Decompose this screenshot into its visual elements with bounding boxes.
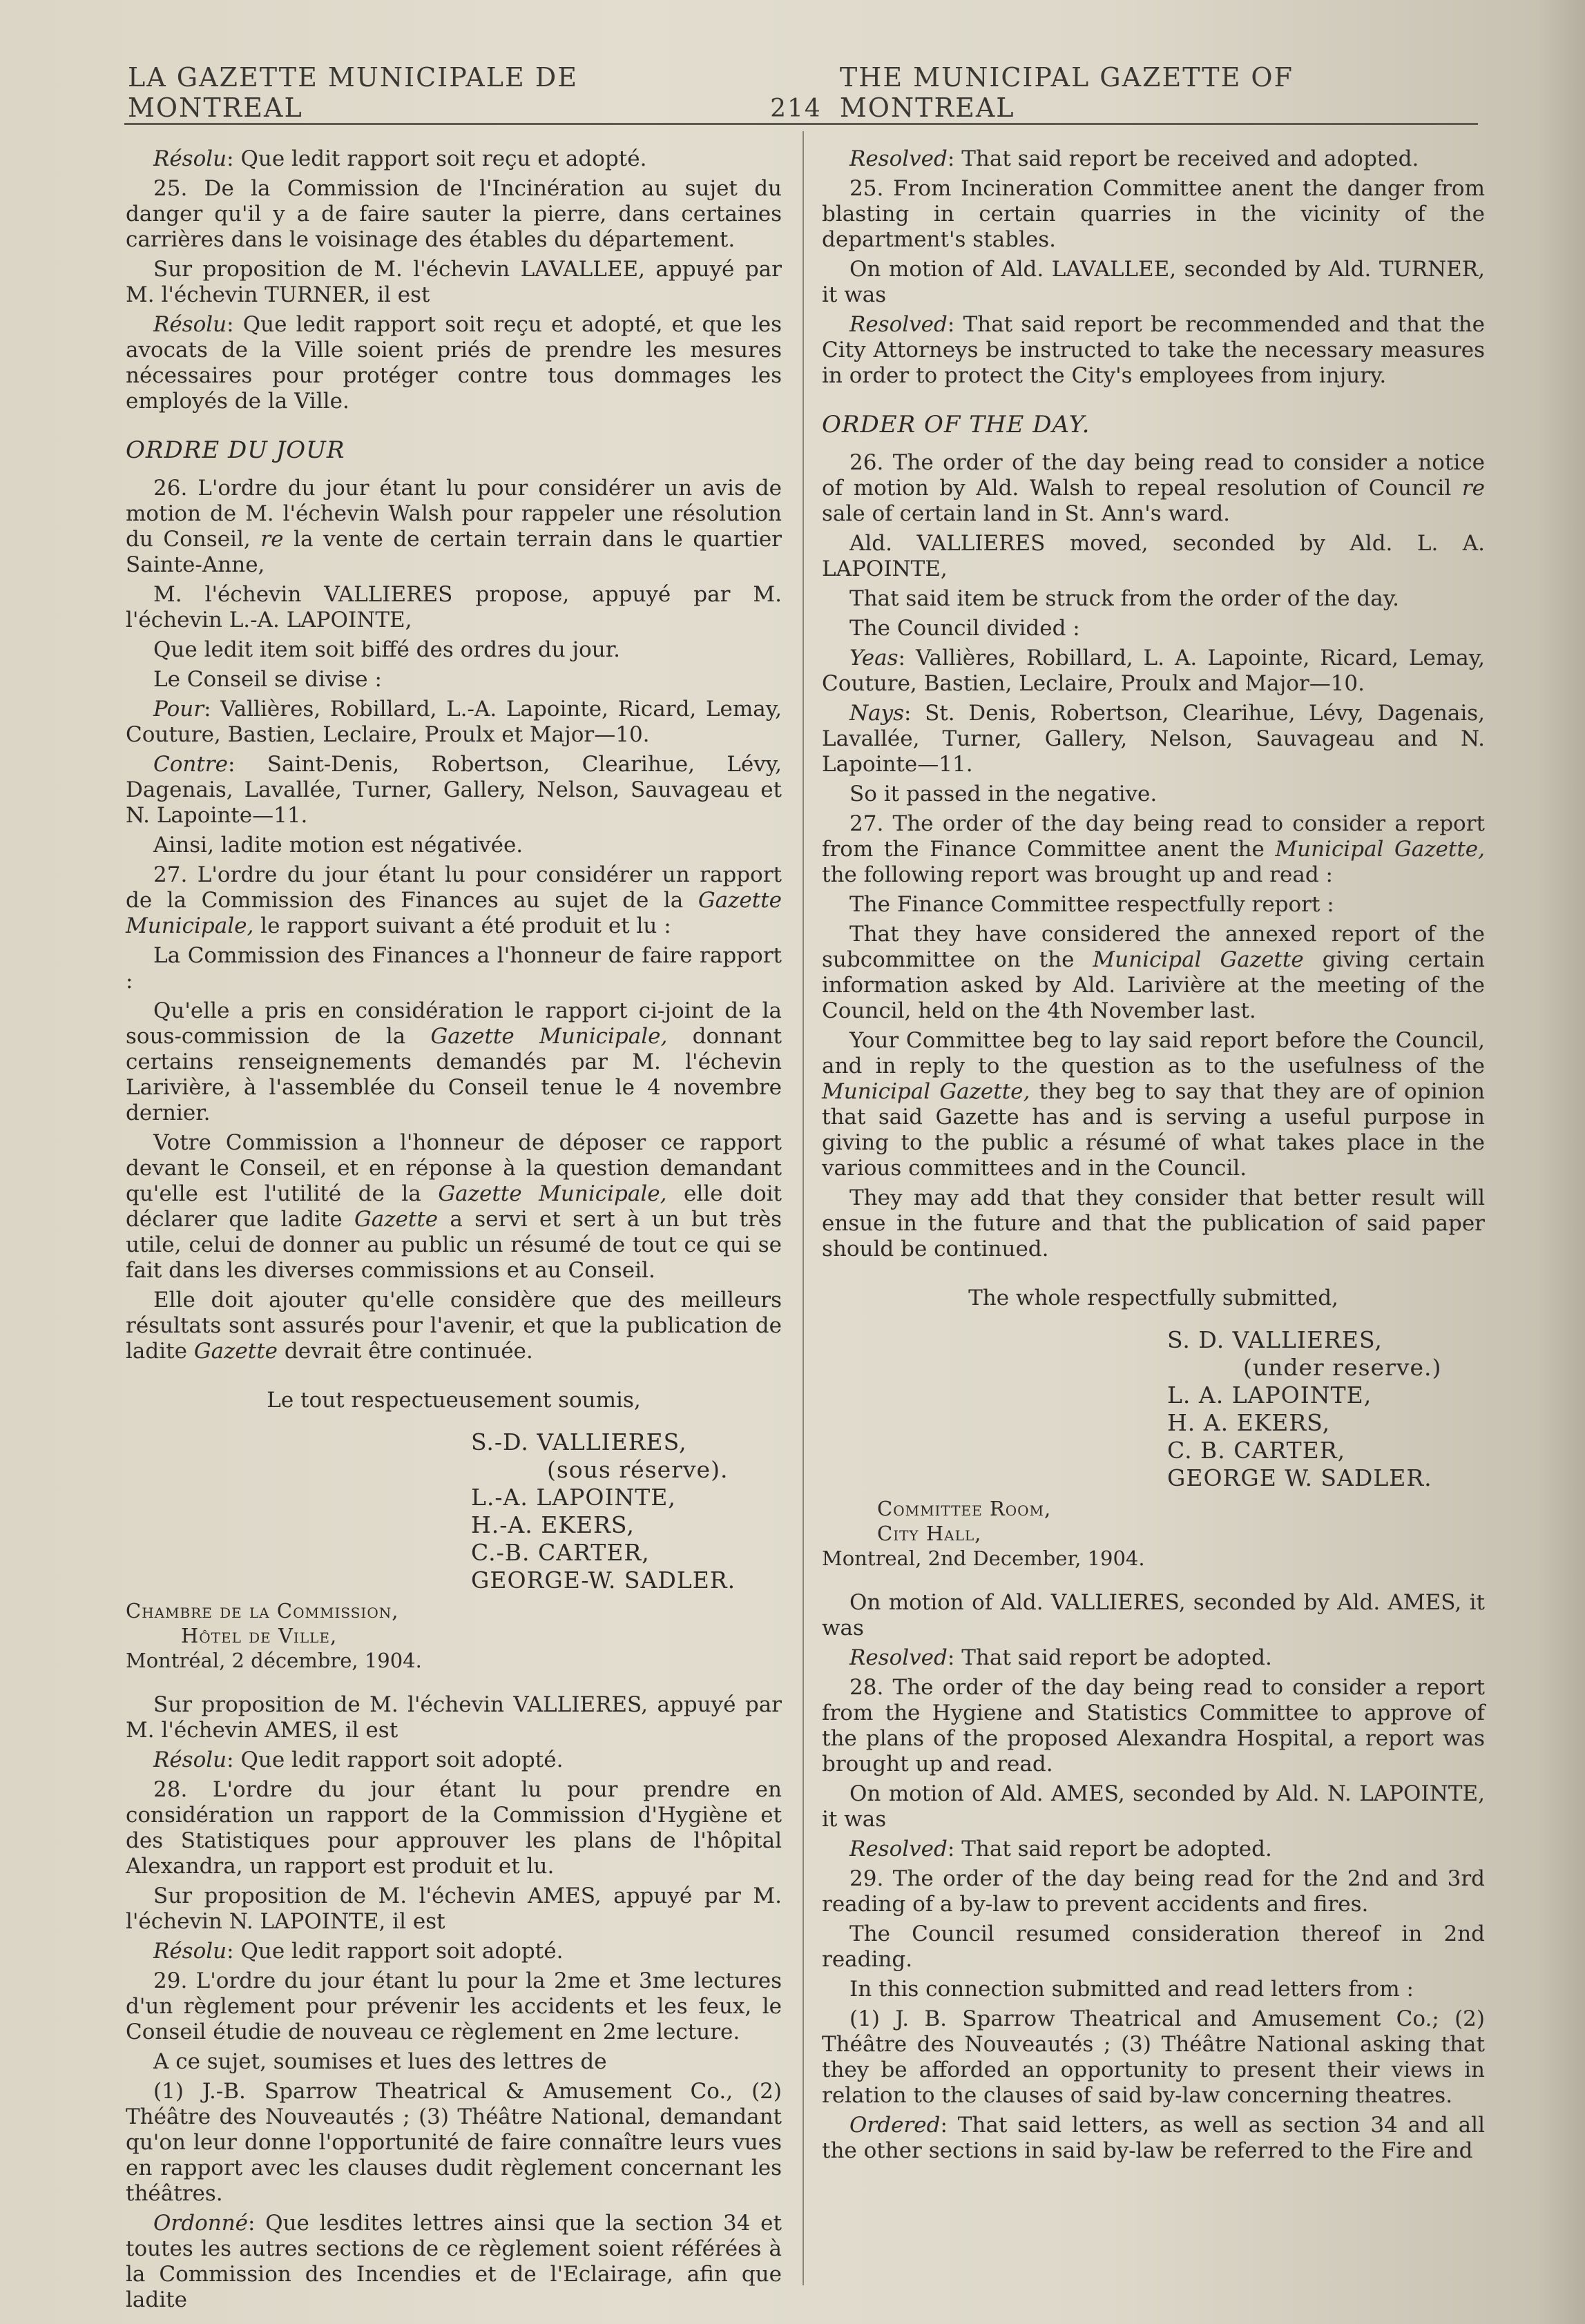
signature-note: (under reserve.) [1243,1354,1442,1381]
header-english-title: THE MUNICIPAL GAZETTE OF MONTREAL [839,62,1294,123]
en-paragraph: Yeas: Vallières, Robillard, L. A. Lapointe, Ricard, Lemay, Couture, Bastien, Leclaire, Proulx and Major—10. [822,646,1485,696]
en-paragraph: Resolved: That said report be adopted. [849,1837,1272,1861]
page-header [128,62,1468,123]
fr-paragraph: Qu'elle a pris en considération le rapport ci-joint de la sous-commission de la Gazette Municipale, donnant certains renseignements demandés par M. l'échevin Larivière, à l'assemblée du Conseil tenue le 4 novembre dernier. [126,998,782,1125]
en-paragraph: Nays: St. Denis, Robertson, Clearihue, Lévy, Dagenais, Lavallée, Turner, Gallery, Nelson, Sauvageau and N. Lapointe—11. [822,701,1485,777]
en-paragraph: Ald. VALLIERES moved, seconded by Ald. L. A. LAPOINTE, [822,531,1485,581]
en-place-date: Committee Room, City Hall, Montreal, 2nd December, 1904. [822,1497,1145,1570]
fr-signatures [471,1429,782,1594]
fr-paragraph: Sur proposition de M. l'échevin VALLIERES, appuyé par M. l'échevin AMES, il est [126,1692,782,1743]
fr-paragraph: 27. L'ordre du jour étant lu pour considérer un rapport de la Commission des Finances au sujet de la Gazette Municipale, le rapport suivant a été produit et lu : [126,862,782,938]
fr-paragraph: Que ledit item soit biffé des ordres du jour. [153,637,621,662]
signature: C. B. CARTER, [1167,1437,1346,1464]
english-column [822,146,1485,2168]
en-paragraph: 29. The order of the day being read for the 2nd and 3rd reading of a by-law to prevent accidents and fires. [822,1866,1485,1917]
fr-paragraph: Sur proposition de M. l'échevin AMES, appuyé par M. l'échevin N. LAPOINTE, il est [126,1884,782,1934]
signature: C.-B. CARTER, [471,1539,650,1566]
en-paragraph: Ordered: That said letters, as well as section 34 and all the other sections in said by-law be referred to the Fire and [822,2113,1485,2163]
en-paragraph: 25. From Incineration Committee anent the danger from blasting in certain quarries in the vicinity of the department's stables. [822,176,1485,252]
fr-paragraph: Elle doit ajouter qu'elle considère que des meilleurs résultats sont assurés pour l'avenir, et que la publication de ladite Gazette devrait être continuée. [126,1288,782,1364]
signature: L.-A. LAPOINTE, [471,1484,676,1511]
signature: L. A. LAPOINTE, [1167,1382,1372,1408]
fr-paragraph: Résolu: Que ledit rapport soit reçu et adopté. [153,146,647,171]
page-number: 214 [770,95,822,123]
en-paragraph: (1) J. B. Sparrow Theatrical and Amusement Co.; (2) Théâtre des Nouveautés ; (3) Théâtre National asking that they be afforded an opportunity to present their views in relation to the clauses of said by-law concerning theatres. [822,2006,1485,2108]
fr-paragraph: 29. L'ordre du jour étant lu pour la 2me et 3me lectures d'un règlement pour prévenir les accidents et les feux, le Conseil étudie de nouveau ce règlement en 2me lecture. [126,1968,782,2044]
fr-paragraph: (1) J.-B. Sparrow Theatrical & Amusement Co., (2) Théâtre des Nouveautés ; (3) Théâtre National, demandant qu'on leur donne l'opportunité de faire connaître leurs vues en rapport avec les clauses dudit règlement concernant les théâtres. [126,2079,782,2206]
fr-paragraph: A ce sujet, soumises et lues des lettres de [153,2049,607,2074]
fr-paragraph: Contre: Saint-Denis, Robertson, Clearihue, Lévy, Dagenais, Lavallée, Turner, Gallery, Nelson, Sauvageau et N. Lapointe—11. [126,752,782,828]
en-paragraph: On motion of Ald. VALLIERES, seconded by Ald. AMES, it was [822,1590,1485,1640]
fr-paragraph: 25. De la Commission de l'Incinération au sujet du danger qu'il y a de faire sauter la pierre, dans certaines carrières dans le voisinage des étables du département. [126,176,782,252]
en-paragraph: That they have considered the annexed report of the subcommittee on the Municipal Gazette giving certain information asked by Ald. Larivière at the meeting of the Council, held on the 4th November last. [822,922,1485,1023]
fr-paragraph: La Commission des Finances a l'honneur de faire rapport : [126,943,782,994]
en-paragraph: 27. The order of the day being read to consider a report from the Finance Committee anent the Municipal Gazette, the following report was brought up and read : [822,811,1486,887]
en-paragraph: Resolved: That said report be adopted. [849,1645,1272,1670]
en-paragraph: On motion of Ald. LAVALLEE, seconded by Ald. TURNER, it was [822,257,1485,307]
fr-section-heading: ORDRE DU JOUR [126,436,345,464]
fr-paragraph: Votre Commission a l'honneur de déposer ce rapport devant le Conseil, et en réponse à la question demandant qu'elle est l'utilité de la Gazette Municipale, elle doit déclarer que ladite Gazette a servi et sert à un but très utile, celui de donner au public un résumé de tout ce qui se fait dans les diverses commissions et au Conseil. [126,1130,782,1283]
en-paragraph: That said item be struck from the order of the day. [849,586,1399,611]
fr-paragraph: Résolu: Que ledit rapport soit adopté. [153,1939,564,1964]
en-paragraph: 26. The order of the day being read to consider a notice of motion by Ald. Walsh to repeal resolution of Council re sale of certain land in St. Ann's ward. [822,450,1485,526]
french-column [126,146,782,2317]
fr-closing: Le tout respectueusement soumis, [267,1388,641,1413]
signature-note: (sous réserve). [547,1456,729,1483]
en-paragraph: Resolved: That said report be received and adopted. [849,146,1419,171]
en-paragraph: On motion of Ald. AMES, seconded by Ald. N. LAPOINTE, it was [822,1781,1485,1832]
signature: S. D. VALLIERES, [1167,1326,1383,1353]
fr-paragraph: Résolu: Que ledit rapport soit reçu et adopté, et que les avocats de la Ville soient priés de prendre les mesures nécessaires pour protéger contre tous dommages les employés de la Ville. [126,312,782,414]
fr-paragraph: M. l'échevin VALLIERES propose, appuyé par M. l'échevin L.-A. LAPOINTE, [126,582,782,632]
fr-paragraph: 26. L'ordre du jour étant lu pour considérer un avis de motion de M. l'échevin Walsh pour rappeler une résolution du Conseil, re la vente de certain terrain dans le quartier Sainte-Anne, [126,476,782,577]
en-signatures [1167,1326,1485,1492]
fr-paragraph: Pour: Vallières, Robillard, L.-A. Lapointe, Ricard, Lemay, Couture, Bastien, Leclaire, Proulx et Major—10. [126,697,782,747]
fr-paragraph: Ordonné: Que lesdites lettres ainsi que la section 34 et toutes les autres sections de ce règlement soient référées à la Commission des Incendies et de l'Eclairage, afin que ladite [126,2211,782,2312]
header-french-title: LA GAZETTE MUNICIPALE DE MONTREAL [128,62,578,123]
en-paragraph: Resolved: That said report be recommended and that the City Attorneys be instructed to take the necessary measures in order to protect the City's employees from injury. [822,312,1485,388]
en-paragraph: 28. The order of the day being read to consider a report from the Hygiene and Statistics Committee to approve of the plans of the proposed Alexandra Hospital, a report was brought up and read. [822,1675,1485,1776]
fr-paragraph: Résolu: Que ledit rapport soit adopté. [153,1747,564,1772]
en-closing: The whole respectfully submitted, [968,1286,1338,1310]
en-paragraph: They may add that they consider that better result will ensue in the future and that the publication of said paper should be continued. [822,1185,1485,1261]
en-paragraph: The Council divided : [849,616,1080,641]
signature: GEORGE-W. SADLER. [471,1567,736,1594]
en-paragraph: In this connection submitted and read letters from : [849,1977,1414,2002]
en-section-heading: ORDER OF THE DAY. [822,411,1091,438]
fr-paragraph: Ainsi, ladite motion est négativée. [153,833,523,858]
fr-paragraph: 28. L'ordre du jour étant lu pour prendre en considération un rapport de la Commission d'Hygiène et des Statistiques pour approuver les plans de l'hôpital Alexandra, un rapport est produit et lu. [126,1777,782,1879]
signature: S.-D. VALLIERES, [471,1429,687,1455]
en-paragraph: Your Committee beg to lay said report before the Council, and in reply to the question as to the usefulness of the Municipal Gazette, they beg to say that they are of opinion that said Gazette has and is serving a useful purpose in giving to the public a résumé of what takes place in the various committees and in the Council. [822,1028,1485,1181]
signature: H.-A. EKERS, [471,1511,635,1538]
fr-paragraph: Sur proposition de M. l'échevin LAVALLEE, appuyé par M. l'échevin TURNER, il est [126,257,782,307]
fr-place-date: Chambre de la Commission, Hôtel de Ville, Montréal, 2 décembre, 1904. [126,1599,422,1672]
signature: H. A. EKERS, [1167,1409,1331,1436]
en-paragraph: The Council resumed consideration thereof in 2nd reading. [822,1921,1485,1972]
en-paragraph: So it passed in the negative. [849,782,1157,806]
fr-paragraph: Le Conseil se divise : [153,667,382,692]
en-paragraph: The Finance Committee respectfully report : [849,892,1334,917]
signature: GEORGE W. SADLER. [1167,1464,1432,1491]
column-divider [803,131,804,2285]
header-rule [124,123,1478,125]
